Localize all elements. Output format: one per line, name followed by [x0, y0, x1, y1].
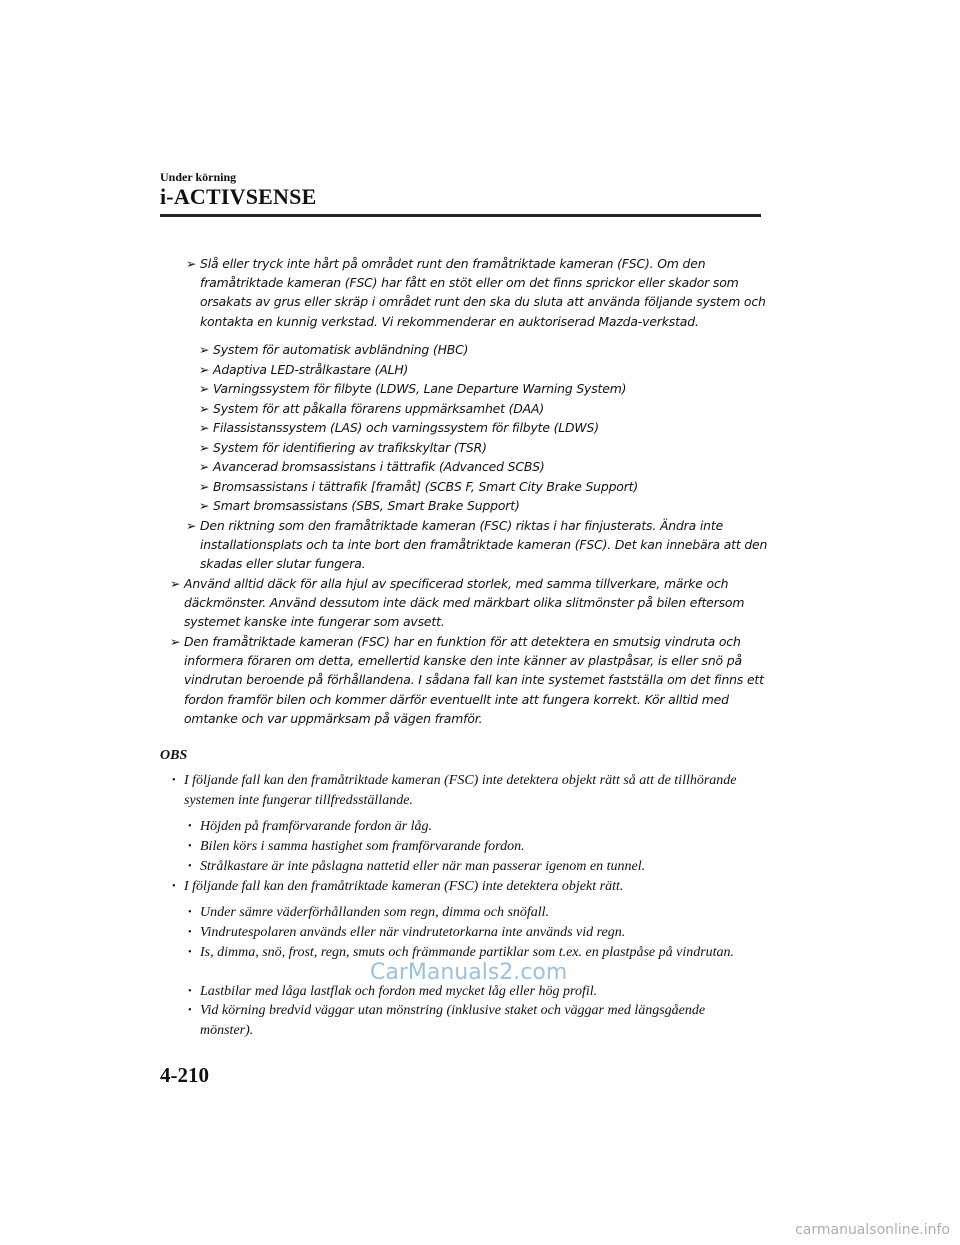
system-name: Adaptiva LED-strålkastare (ALH) [213, 362, 409, 377]
arrow-icon: ➢ [199, 381, 210, 396]
bullet-icon: • [188, 841, 192, 852]
system-name: Filassistanssystem (LAS) och varningssystem för filbyte (LDWS) [213, 420, 599, 435]
note-item [172, 877, 752, 897]
bullet-icon: • [188, 1005, 192, 1016]
warning-item [186, 254, 771, 331]
note-text: Under sämre väderförhållanden som regn, dimma och snöfall. [200, 905, 550, 920]
note-text: I följande fall kan den framåtriktade kameran (FSC) inte detektera objekt rätt. [184, 879, 624, 894]
note-text: Höjden på framförvarande fordon är låg. [200, 819, 433, 834]
note-subitem [188, 857, 748, 877]
bullet-icon: • [188, 947, 192, 958]
system-name: System för identifiering av trafikskyltar (TSR) [213, 440, 487, 455]
note-subitem [188, 837, 748, 857]
arrow-icon: ➢ [199, 420, 210, 435]
page-number: 4-210 [160, 1063, 209, 1087]
system-list-item [199, 379, 759, 398]
warning-item [170, 632, 770, 728]
system-name: Smart bromsassistans (SBS, Smart Brake Support) [213, 498, 520, 513]
bullet-icon: • [188, 907, 192, 918]
warning-text: Slå eller tryck inte hårt på området runt den framåtriktade kameran (FSC). Om den framåtriktade kameran (FSC) har fått en stöt eller om det finns sprickor eller skador som orsakats av grus eller skräp i området runt den ska du sluta att använda följande system och kontakta en kunnig verkstad. Vi rekommenderar en auktoriserad Mazda-verkstad. [200, 256, 766, 329]
warning-text: Den framåtriktade kameran (FSC) har en funktion för att detektera en smutsig vindruta och informera föraren om detta, emellertid kanske den inte känner av plastpåsar, is eller snö på vindrutan beroende på förhållandena. I sådana fall kan inte systemet fastställa om det finns ett fordon framför bilen och kommer därför eventuellt inte att fungera korrekt. Kör alltid med omtanke och var uppmärksam på vägen framför. [184, 634, 764, 726]
arrow-icon: ➢ [170, 634, 181, 649]
system-name: Avancerad bromsassistans i tättrafik (Advanced SCBS) [213, 459, 545, 474]
note-text: Lastbilar med låga lastflak och fordon med mycket låg eller hög profil. [200, 984, 598, 999]
note-text: Is, dimma, snö, frost, regn, smuts och främmande partiklar som t.ex. en plastpåse på vindrutan. [200, 945, 735, 960]
system-list-item [199, 438, 759, 457]
bullet-icon: • [188, 927, 192, 938]
arrow-icon: ➢ [170, 576, 181, 591]
arrow-icon: ➢ [199, 479, 210, 494]
watermark-text: CarManuals2.com [370, 960, 568, 985]
note-subitem [188, 923, 748, 943]
system-list-item [199, 477, 759, 496]
bullet-icon: • [188, 821, 192, 832]
system-list-item [199, 496, 759, 515]
arrow-icon: ➢ [186, 518, 197, 533]
bullet-icon: • [188, 861, 192, 872]
arrow-icon: ➢ [199, 362, 210, 377]
bullet-icon: • [172, 881, 176, 892]
arrow-icon: ➢ [199, 498, 210, 513]
warning-text: Använd alltid däck för alla hjul av specificerad storlek, med samma tillverkare, märke och däckmönster. Använd dessutom inte däck med märkbart olika slitmönster på bilen eftersom systemet kanske inte fungerar som avsett. [184, 576, 745, 630]
bullet-icon: • [172, 775, 176, 786]
system-list-item [199, 399, 759, 418]
arrow-icon: ➢ [199, 440, 210, 455]
system-list-item [199, 457, 759, 476]
warning-item [186, 516, 772, 574]
system-name: Bromsassistans i tättrafik [framåt] (SCBS F, Smart City Brake Support) [213, 479, 639, 494]
note-text: Bilen körs i samma hastighet som framförvarande fordon. [200, 839, 525, 854]
system-list-item [199, 360, 759, 379]
system-name: Varningssystem för filbyte (LDWS, Lane Departure Warning System) [213, 381, 627, 396]
page-title: i-ACTIVSENSE [160, 184, 317, 209]
footer-watermark: carmanualsonline.info [795, 1222, 950, 1238]
note-text: Vid körning bredvid väggar utan mönstring (inklusive staket och väggar med längsgående mönster). [200, 1003, 706, 1038]
note-subitem [188, 903, 748, 923]
system-list-item [199, 340, 759, 359]
obs-heading: OBS [160, 748, 188, 763]
warning-text: Den riktning som den framåtriktade kameran (FSC) riktas i har finjusterats. Ändra inte installationsplats och ta inte bort den framåtriktade kameran (FSC). Det kan innebära att den skadas eller slutar fungera. [200, 518, 768, 572]
system-list-item [199, 418, 759, 437]
arrow-icon: ➢ [199, 401, 210, 416]
system-name: System för att påkalla förarens uppmärksamhet (DAA) [213, 401, 545, 416]
system-name: System för automatisk avbländning (HBC) [213, 342, 469, 357]
warning-item [170, 574, 770, 632]
note-text: Vindrutespolaren används eller när vindrutetorkarna inte används vid regn. [200, 925, 626, 940]
bullet-icon: • [188, 986, 192, 997]
note-item [172, 771, 752, 810]
arrow-icon: ➢ [186, 256, 197, 271]
section-label: Under körning [160, 170, 237, 184]
note-subitem [188, 817, 748, 837]
arrow-icon: ➢ [199, 342, 210, 357]
arrow-icon: ➢ [199, 459, 210, 474]
note-text: Strålkastare är inte påslagna nattetid eller när man passerar igenom en tunnel. [200, 859, 646, 874]
note-subitem [188, 1001, 748, 1040]
note-text: I följande fall kan den framåtriktade kameran (FSC) inte detektera objekt rätt så att de tillhörande systemen inte fungerar tillfredsställande. [184, 773, 737, 808]
header-divider [160, 214, 761, 217]
